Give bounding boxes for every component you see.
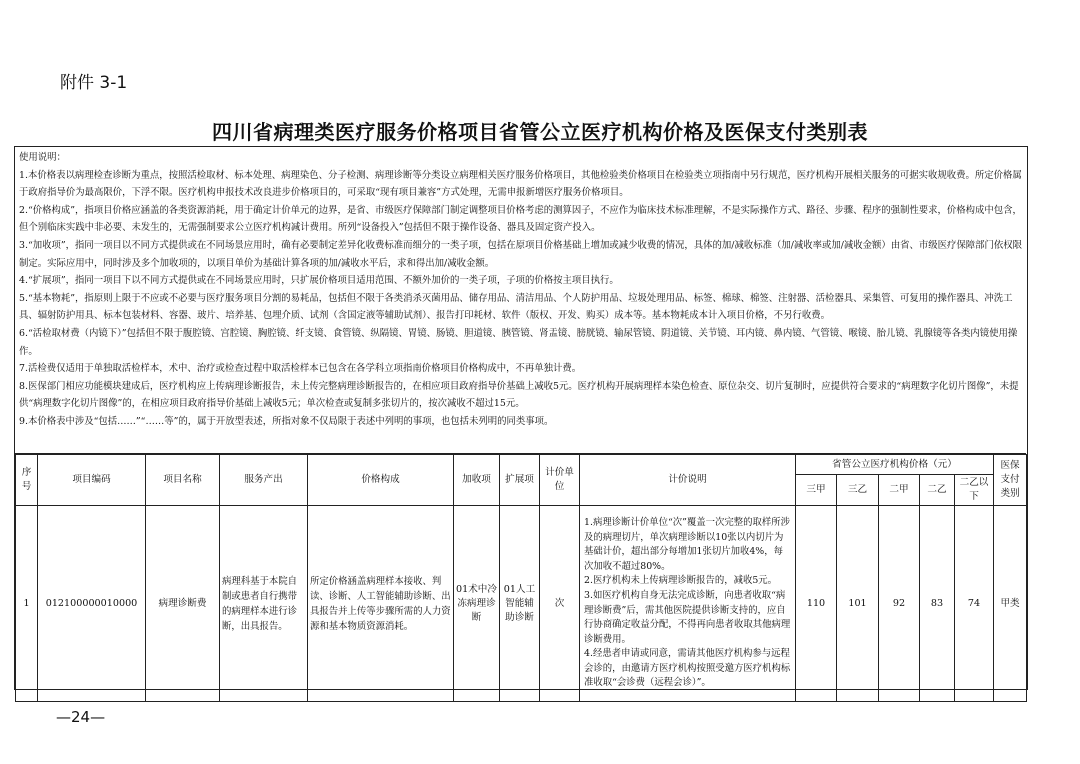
header-composition: 价格构成 [308,455,454,506]
note-item: 1.本价格表以病理检查诊断为重点，按照活检取材、标本处理、病理染色、分子检测、病理诊断等分类设立病理相关医疗服务价格项目，其他检验类价格项目在检验类立项指南中另行规范，医疗机构开展相关服务的可据实收规收费。所定价格属于政府指导价为最高限价，下浮不限。医疗机构申报技术改良进步价格项目的，可采取“现有项目兼容”方式处理，无需申报新增医疗服务价格项目。 [19,169,1022,199]
cell-unit: 次 [540,506,580,702]
note-item: 9.本价格表中涉及“包括……”“……等”的，属于开放型表述，所指对象不仅局限于表述中列明的事项，也包括未列明的同类事项。 [19,415,554,427]
note-item: 2.“价格构成”，指项目价格应涵盖的各类资源消耗，用于确定计价单元的边界，是省、市级医疗保障部门制定调整项目价格考虑的测算因子，不应作为临床技术标准理解，不是实际操作方式、路径、步骤、程序的强制性要求，价格构成中包含，但个别临床实践中非必要、未发生的，无需强制要求公立医疗机构减计费用。所列“设备投入”包括但不限于操作设备、器具及固定资产投入。 [19,204,1022,234]
header-sanjia: 三甲 [796,475,837,506]
header-sanyi: 三乙 [837,475,879,506]
note-item: 5.“基本物耗”，指原则上限于不应或不必要与医疗服务项目分割的易耗品，包括但不限于各类消杀灭菌用品、储存用品、清洁用品、个人防护用品、垃圾处理用品、标签、棉球、棉签、注射器、活检器具、采集管、可复用的操作器具、冲洗工具、辐射防护用具、标本包装材料、容器、玻片、培养基、包埋介质、试剂（含国定液等辅助试剂）、报告打印耗材、软件（版权、开发、购买）成本等。基本物耗成本计入项目价格，不另行收费。 [19,292,1013,322]
header-addon: 加收项 [454,455,500,506]
header-output: 服务产出 [220,455,308,506]
attachment-label: 附件 3-1 [60,73,128,93]
note-item: 4.“扩展项”，指同一项目下以不同方式提供或在不同场景应用时，只扩展价格项目适用范围、不额外加价的一类子项，子项的价格按主项目执行。 [19,275,619,287]
header-erjia: 二甲 [879,475,920,506]
header-insurance: 医保支付类别 [994,455,1027,506]
pricing-note-item: 3.如医疗机构自身无法完成诊断，向患者收取“病理诊断费”后，需其他医院提供诊断支持的，应自行协商确定收益分配，不得再向患者收取其他病理诊断费用。 [584,589,791,645]
table-row [16,506,1027,702]
note-item: 8.医保部门相应功能模块建成后，医疗机构应上传病理诊断报告，未上传完整病理诊断报告的，在相应项目政府指导价基础上减收5元。医疗机构开展病理样本染色检查、原位杂交、切片复制时，应提供符合要求的“病理数字化切片图像”，未提供“病理数字化切片图像”的，在相应项目政府指导价基础上减收5元；单次检查或复制多张切片的，按次减收不超过15元。 [19,380,1019,410]
usage-notes [15,147,1026,454]
page-number: —24— [56,708,106,726]
cell-price-eryi-below: 74 [955,506,994,702]
cell-output: 病理科基于本院自制或患者自行携带的病理样本进行诊断，出具报告。 [220,506,308,702]
cell-name: 病理诊断费 [146,506,220,702]
note-item: 7.活检费仅适用于单独取活检样本，术中、治疗或检查过程中取活检样本已包含在各学科立项指南价格项目价格构成中，不再单独计费。 [19,363,582,375]
header-code: 项目编码 [38,455,146,506]
cell-price-eryi: 83 [920,506,955,702]
cell-addon: 01术中冷冻病理诊断 [454,506,500,702]
header-price-group: 省管公立医疗机构价格（元） [796,455,994,475]
header-extension: 扩展项 [500,455,540,506]
cell-pricing-note [580,506,796,702]
cell-composition: 所定价格涵盖病理样本接收、判读、诊断、人工智能辅助诊断、出具报告并上传等步骤所需的人力资源和基本物质资源消耗。 [308,506,454,702]
cell-price-sanyi: 101 [837,506,879,702]
document-title: 四川省病理类医疗服务价格项目省管公立医疗机构价格及医保支付类别表 [212,120,868,144]
cell-extension: 01人工智能辅助诊断 [500,506,540,702]
cell-price-erjia: 92 [879,506,920,702]
header-unit: 计价单位 [540,455,580,506]
pricing-note-item: 2.医疗机构未上传病理诊断报告的，减收5元。 [584,575,778,587]
price-table [15,454,1027,702]
cell-insurance: 甲类 [994,506,1027,702]
note-item: 3.“加收项”，指同一项目以不同方式提供或在不同场景应用时，确有必要制定差异化收费标准而细分的一类子项，包括在原项目价格基础上增加或减少收费的情况，具体的加/减收标准（加/减收率或加/减收金额）由省、市级医疗保障部门依权限制定。实际应用中，同时涉及多个加收项的，以项目单价为基础计算各项的加/减收水平后，求和得出加/减收金额。 [19,239,1023,269]
header-pricing-note: 计价说明 [580,455,796,506]
pricing-note-item: 4.经患者申请或同意，需请其他医疗机构参与远程会诊的，由邀请方医疗机构按照受邀方医疗机构标准收取“会诊费（远程会诊）”。 [584,648,791,689]
header-eryi-below: 二乙以下 [955,475,994,506]
cell-code: 012100000010000 [38,506,146,702]
pricing-note-item: 1.病理诊断计价单位“次”覆盖一次完整的取样所涉及的病理切片，单次病理诊断以10张以内切片为基础计价，超出部分每增加1张切片加收4%，每次加收不超过80%。 [584,516,791,572]
notes-heading: 使用说明： [19,152,66,163]
note-item: 6.“活检取材费（内镜下）”包括但不限于腹腔镜、宫腔镜、胸腔镜、纤支镜、食管镜、纵隔镜、胃镜、肠镜、胆道镜、胰管镜、肾盂镜、膀胱镜、输尿管镜、阴道镜、关节镜、耳内镜、鼻内镜、气管镜、喉镜、胎儿镜、乳腺镜等各类内镜使用操作。 [19,327,1018,357]
header-eryi: 二乙 [920,475,955,506]
header-name: 项目名称 [146,455,220,506]
header-seq: 序号 [16,455,38,506]
cell-seq: 1 [16,506,38,702]
cell-price-sanjia: 110 [796,506,837,702]
price-table-frame [14,146,1028,690]
